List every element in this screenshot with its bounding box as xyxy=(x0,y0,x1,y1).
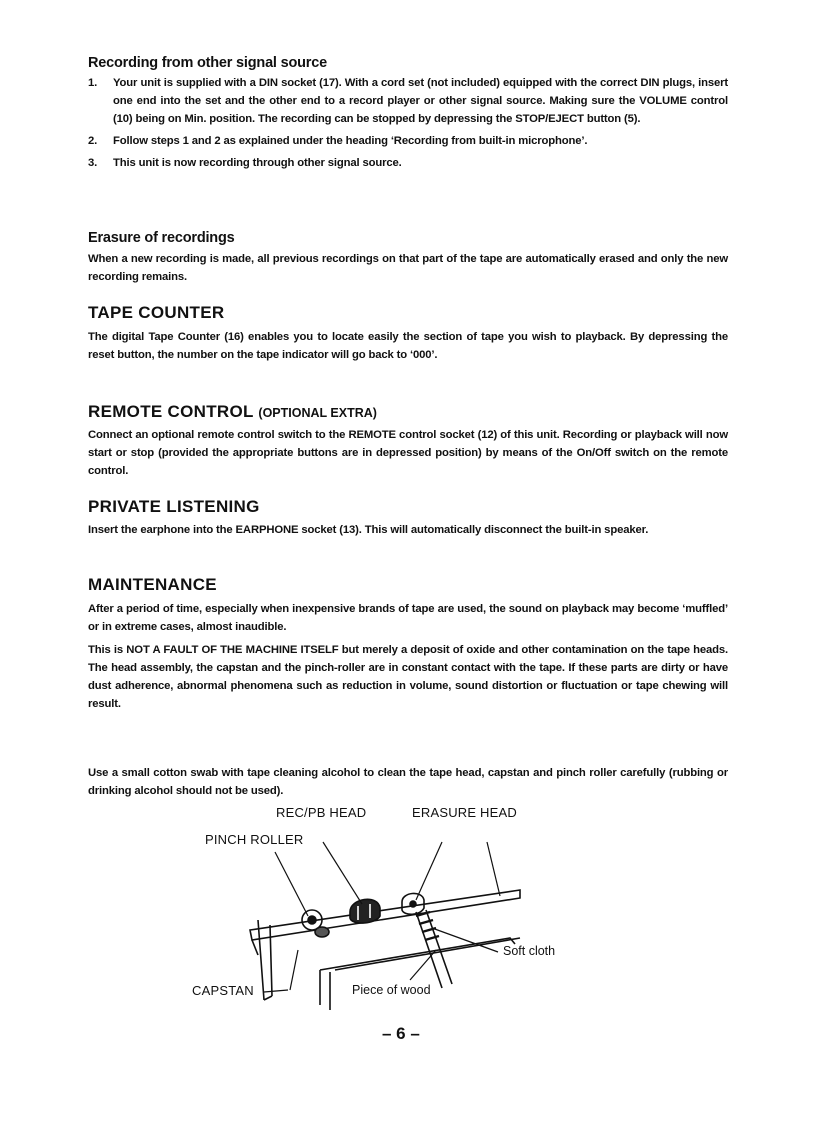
head-plate xyxy=(250,890,520,940)
rec-pb-head-shape xyxy=(350,899,380,923)
maintenance-paragraph-2: This is NOT A FAULT OF THE MACHINE ITSELF but merely a deposit of oxide and other contamination on the tape heads. The head assembly, the capstan and the pinch-roller are in constant contact with the tape. If these parts are dirty or have dust adherence, abnormal phenomena such as reduction in volume, sound distortion or fluctuation or tape chewing will result. xyxy=(88,644,728,710)
capstan-shape xyxy=(315,927,329,937)
heading-remote-sub: (OPTIONAL EXTRA) xyxy=(258,406,377,420)
label-pinch-roller: PINCH ROLLER xyxy=(205,832,304,847)
erasure-text: When a new recording is made, all previous recordings on that part of the tape are automatically erased and only the new recording remains. xyxy=(88,253,728,283)
private-listening-text: Insert the earphone into the EARPHONE socket (13). This will automatically disconnect the built-in speaker. xyxy=(88,524,649,536)
leader-pinch-roller xyxy=(275,852,308,916)
list-item xyxy=(88,132,728,150)
tape-counter-text: The digital Tape Counter (16) enables you to locate easily the section of tape you wish to playback. By depressing the reset button, the number on the tape indicator will go back to ‘000’. xyxy=(88,331,728,361)
label-soft-cloth: Soft cloth xyxy=(503,944,556,958)
leader-rec-pb-head xyxy=(323,842,362,904)
heading-erasure: Erasure of recordings xyxy=(88,230,235,246)
label-piece-of-wood: Piece of wood xyxy=(352,983,431,997)
list-item xyxy=(88,154,728,172)
label-capstan: CAPSTAN xyxy=(192,983,254,998)
step-text: This unit is now recording through other signal source. xyxy=(113,157,402,169)
page-number: – 6 – xyxy=(382,1024,420,1043)
maintenance-paragraph-1: After a period of time, especially when inexpensive brands of tape are used, the sound on playback may become ‘muffled’ or in extreme cases, almost inaudible. xyxy=(88,603,728,633)
heading-remote-control xyxy=(88,402,377,422)
pinch-roller-hub xyxy=(308,916,316,924)
recording-steps-list xyxy=(88,74,728,176)
erasure-head-gap xyxy=(410,901,416,907)
label-erasure-head: ERASURE HEAD xyxy=(412,805,517,820)
chassis-bracket xyxy=(258,920,272,1000)
label-rec-pb-head: REC/PB HEAD xyxy=(276,805,367,820)
maintenance-paragraph-3: Use a small cotton swab with tape cleaning alcohol to clean the tape head, capstan and pinch roller carefully (rubbing or drinking alcohol should not be used). xyxy=(88,767,728,797)
leader-capstan xyxy=(264,950,298,992)
heading-tape-counter: TAPE COUNTER xyxy=(88,303,225,322)
leader-erasure-head-right xyxy=(487,842,500,896)
remote-control-text: Connect an optional remote control switch to the REMOTE control socket (12) of this unit. Recording or playback will now start or stop (provided the appropriate buttons are in depressed position) by means of the On/Off switch on the remote control. xyxy=(88,429,728,477)
heading-private-listening: PRIVATE LISTENING xyxy=(88,497,260,516)
step-number: 1. xyxy=(88,77,98,89)
step-text: Your unit is supplied with a DIN socket (17). With a cord set (not included) equipped with the correct DIN plugs, insert one end into the set and the other end to a record player or other signal source. Making sure the VOLUME control (10) being on Min. position. The recording can be stopped by depressing the STOP/EJECT button (5). xyxy=(113,77,728,125)
heading-remote-main: REMOTE CONTROL xyxy=(88,402,254,421)
step-text: Follow steps 1 and 2 as explained under the heading ‘Recording from built-in microphone’. xyxy=(113,135,588,147)
heading-maintenance: MAINTENANCE xyxy=(88,575,217,594)
step-number: 2. xyxy=(88,135,98,147)
heading-recording-other-source: Recording from other signal source xyxy=(88,55,327,71)
step-number: 3. xyxy=(88,157,98,169)
tape-head-cleaning-diagram xyxy=(180,820,540,1020)
list-item xyxy=(88,74,728,128)
plate-edge xyxy=(252,940,258,955)
leader-soft-cloth xyxy=(432,928,498,952)
leader-erasure-head xyxy=(416,842,442,900)
